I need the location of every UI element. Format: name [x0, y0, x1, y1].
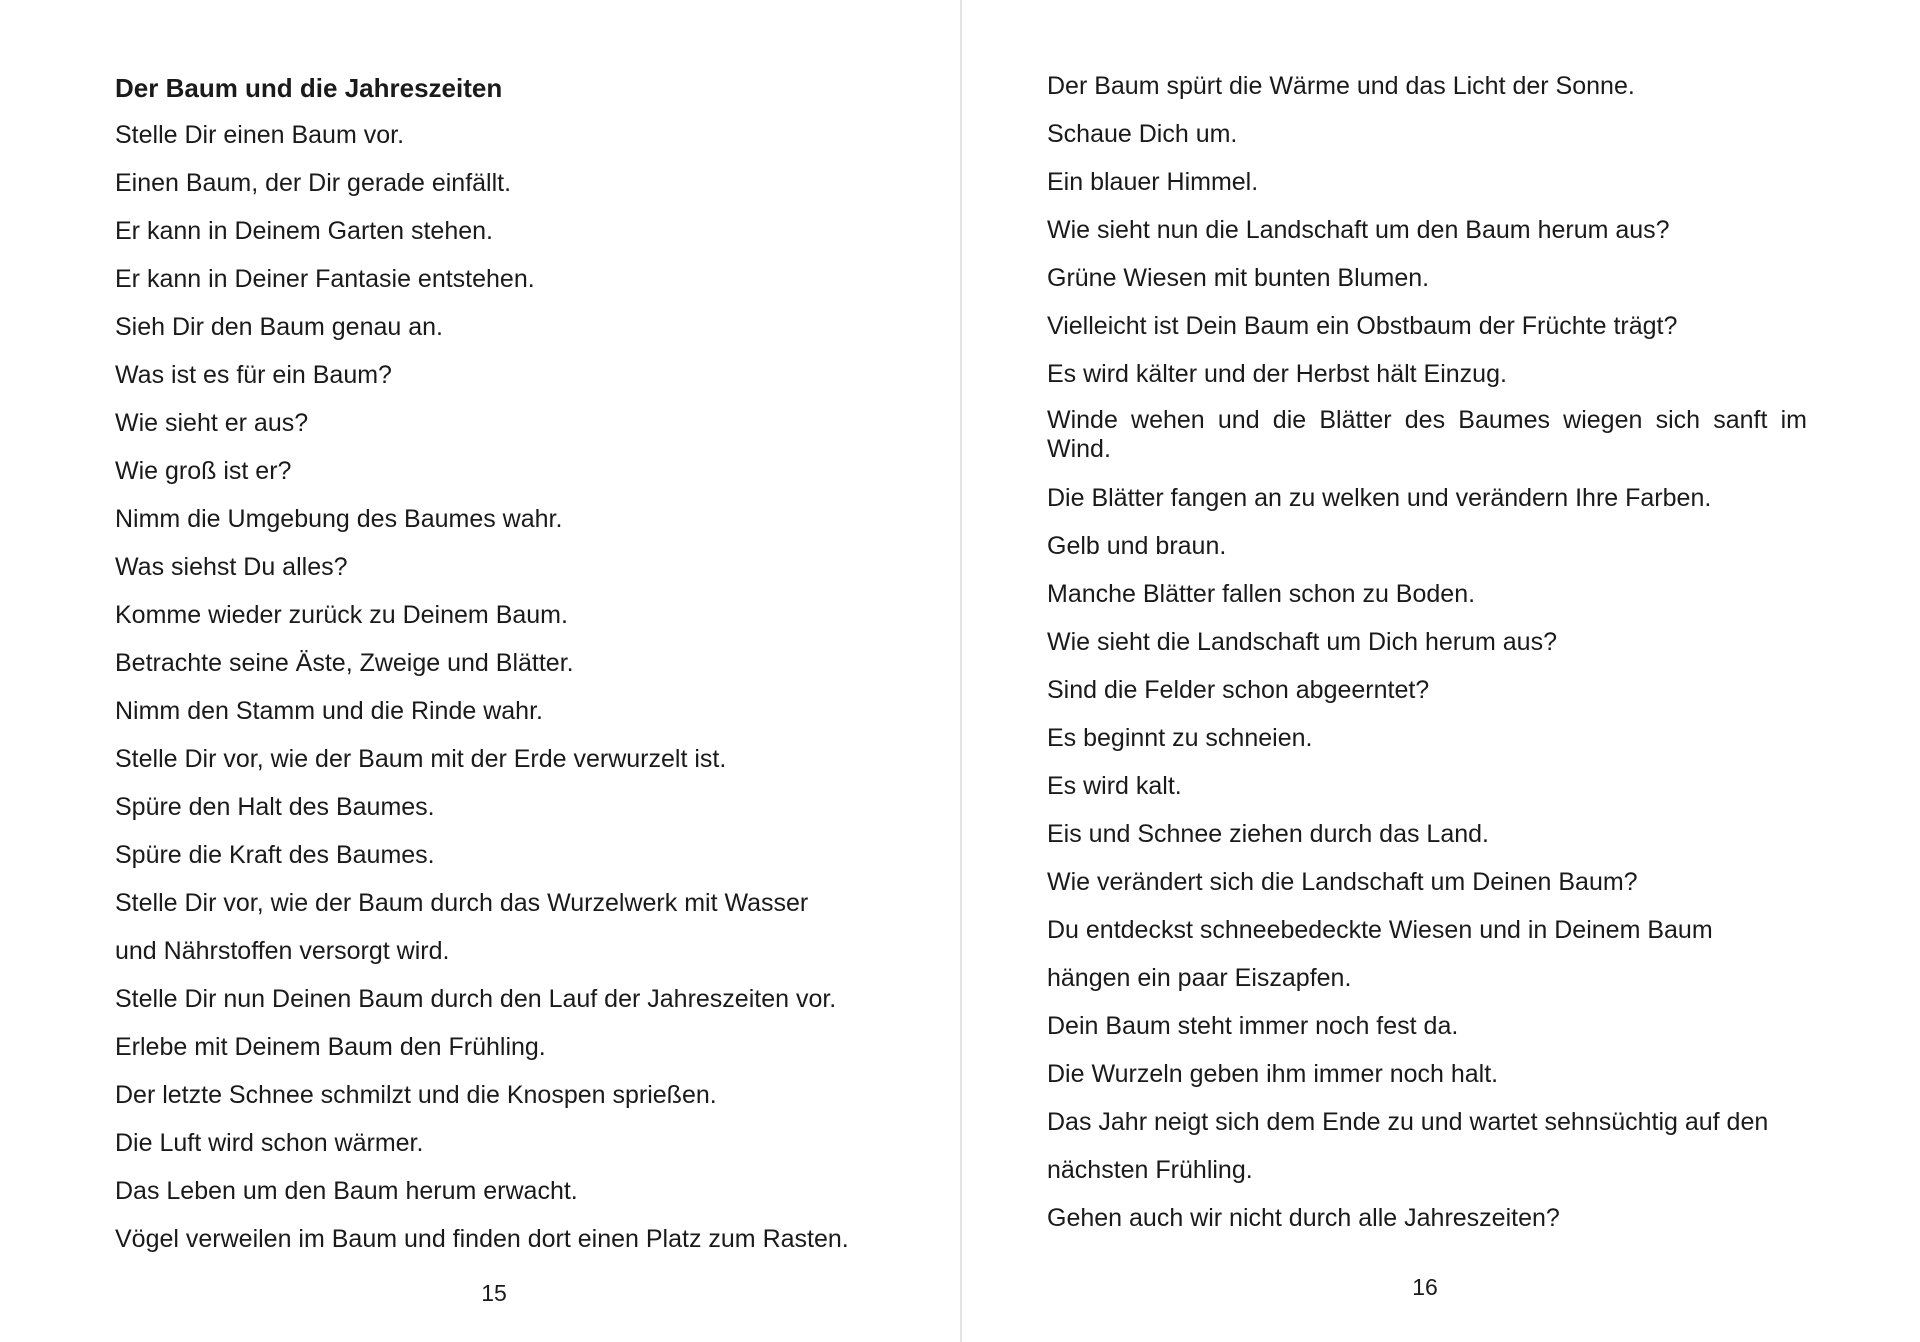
text-line: Sieh Dir den Baum genau an. — [115, 313, 443, 341]
text-line: Es wird kalt. — [1047, 772, 1182, 800]
text-line: Ein blauer Himmel. — [1047, 168, 1259, 196]
text-line: Es beginnt zu schneien. — [1047, 724, 1313, 752]
text-line: Der letzte Schnee schmilzt und die Knospen sprießen. — [115, 1081, 717, 1109]
text-line: Was ist es für ein Baum? — [115, 361, 392, 389]
text-line: hängen ein paar Eiszapfen. — [1047, 964, 1352, 992]
text-line: Spüre die Kraft des Baumes. — [115, 841, 435, 869]
text-line: Wie sieht nun die Landschaft um den Baum herum aus? — [1047, 216, 1670, 244]
text-line: Das Leben um den Baum herum erwacht. — [115, 1177, 578, 1205]
text-line: Nimm den Stamm und die Rinde wahr. — [115, 697, 543, 725]
text-line: Schaue Dich um. — [1047, 120, 1238, 148]
text-line: Betrachte seine Äste, Zweige und Blätter. — [115, 649, 574, 677]
text-line: Gehen auch wir nicht durch alle Jahreszeiten? — [1047, 1204, 1560, 1232]
text-line: Dein Baum steht immer noch fest da. — [1047, 1012, 1459, 1040]
text-line: Es wird kälter und der Herbst hält Einzug. — [1047, 360, 1507, 388]
text-line: Erlebe mit Deinem Baum den Frühling. — [115, 1033, 546, 1061]
text-line: Du entdeckst schneebedeckte Wiesen und in Deinem Baum — [1047, 916, 1713, 944]
right-page — [962, 0, 1920, 1342]
text-line: und Nährstoffen versorgt wird. — [115, 937, 450, 965]
text-line: Stelle Dir nun Deinen Baum durch den Lauf der Jahreszeiten vor. — [115, 985, 837, 1013]
text-line: Eis und Schnee ziehen durch das Land. — [1047, 820, 1489, 848]
text-line: Einen Baum, der Dir gerade einfällt. — [115, 169, 512, 197]
text-line: Gelb und braun. — [1047, 532, 1227, 560]
text-line: Nimm die Umgebung des Baumes wahr. — [115, 505, 563, 533]
text-line: Wie sieht die Landschaft um Dich herum aus? — [1047, 628, 1557, 656]
text-line: Wie groß ist er? — [115, 457, 292, 485]
text-line: Wie sieht er aus? — [115, 409, 309, 437]
right-page-content — [1047, 70, 1807, 1250]
text-line: Komme wieder zurück zu Deinem Baum. — [115, 601, 568, 629]
text-line: Vögel verweilen im Baum und finden dort einen Platz zum Rasten. — [115, 1225, 849, 1253]
text-line: Der Baum spürt die Wärme und das Licht der Sonne. — [1047, 72, 1635, 100]
page-number: 16 — [1412, 1274, 1438, 1300]
text-line: Stelle Dir einen Baum vor. — [115, 121, 405, 149]
text-line: Spüre den Halt des Baumes. — [115, 793, 435, 821]
text-line: Er kann in Deiner Fantasie entstehen. — [115, 265, 535, 293]
text-line: Die Blätter fangen an zu welken und verändern Ihre Farben. — [1047, 484, 1712, 512]
text-line: Die Wurzeln geben ihm immer noch halt. — [1047, 1060, 1499, 1088]
left-page-content — [115, 70, 875, 1271]
text-line: Grüne Wiesen mit bunten Blumen. — [1047, 264, 1430, 292]
page-number: 15 — [481, 1280, 507, 1306]
page-title: Der Baum und die Jahreszeiten — [115, 73, 503, 103]
text-line: Stelle Dir vor, wie der Baum durch das Wurzelwerk mit Wasser — [115, 889, 809, 917]
text-line: Das Jahr neigt sich dem Ende zu und wartet sehnsüchtig auf den — [1047, 1108, 1769, 1136]
text-line: Vielleicht ist Dein Baum ein Obstbaum der Früchte trägt? — [1047, 312, 1678, 340]
text-line: Manche Blätter fallen schon zu Boden. — [1047, 580, 1476, 608]
text-line: Die Luft wird schon wärmer. — [115, 1129, 424, 1157]
text-line: nächsten Frühling. — [1047, 1156, 1253, 1184]
text-line: Stelle Dir vor, wie der Baum mit der Erde verwurzelt ist. — [115, 745, 727, 773]
text-line: Wie verändert sich die Landschaft um Deinen Baum? — [1047, 868, 1638, 896]
text-line: Sind die Felder schon abgeerntet? — [1047, 676, 1430, 704]
text-line: Was siehst Du alles? — [115, 553, 348, 581]
text-line: Er kann in Deinem Garten stehen. — [115, 217, 493, 245]
text-line: Winde wehen und die Blätter des Baumes wiegen sich sanft im Wind. — [1047, 406, 1807, 463]
